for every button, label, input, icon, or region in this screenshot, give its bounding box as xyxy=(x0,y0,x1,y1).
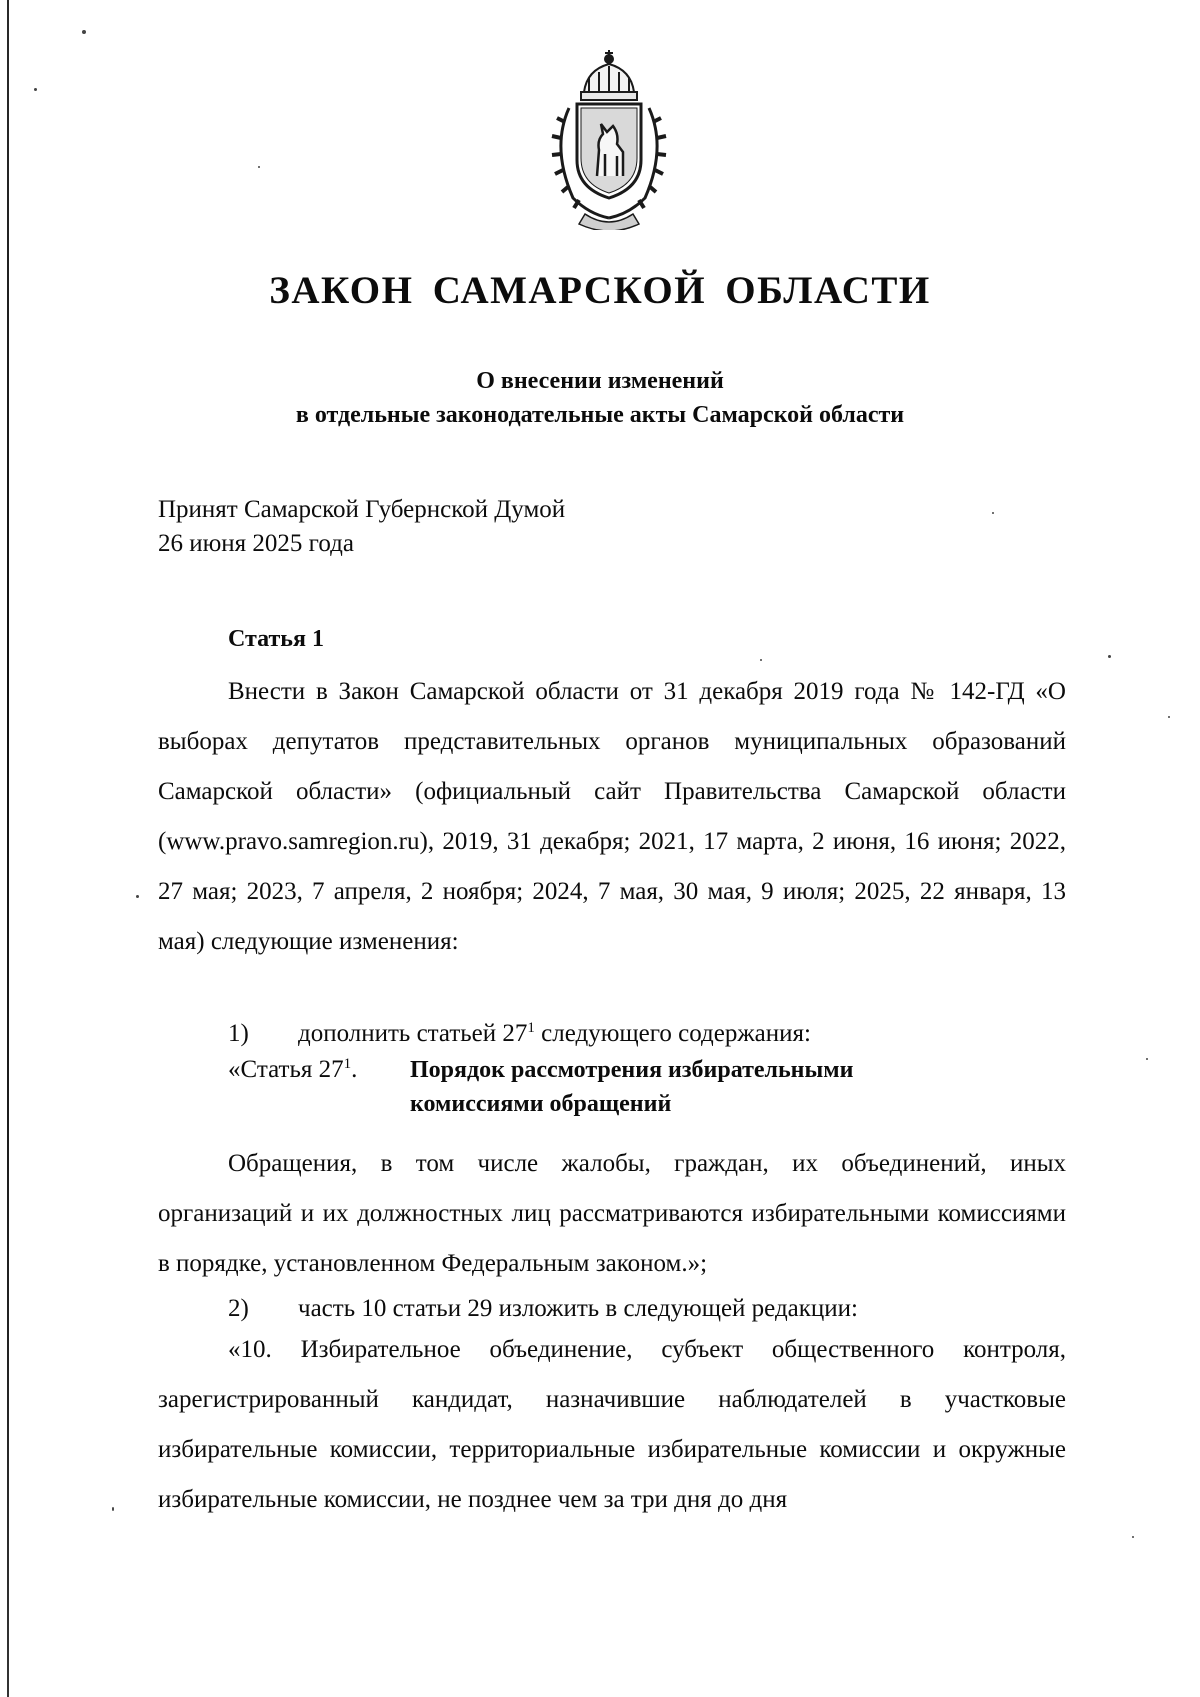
scan-speck xyxy=(992,512,994,514)
adoption-date: 26 июня 2025 года xyxy=(158,530,354,557)
scan-speck xyxy=(258,166,260,168)
subtitle-line-2: в отдельные законодательные акты Самарской области xyxy=(295,402,905,428)
scan-speck xyxy=(136,895,139,898)
scan-speck xyxy=(34,88,37,91)
document-subtitle xyxy=(0,364,1200,432)
paragraph-2: Обращения, в том числе жалобы, граждан, их объединений, иных организаций и их должностных лиц рассматриваются избирательными комиссиями в порядке, установленном Федеральным законом.»; xyxy=(158,1150,1066,1277)
list-item-2-text: часть 10 статьи 29 изложить в следующей редакции: xyxy=(298,1295,858,1322)
article-title-line-2: комиссиями обращений xyxy=(410,1091,672,1117)
adoption-info xyxy=(158,493,565,561)
article-27-1-title xyxy=(410,1053,970,1121)
article-label-text: «Статья 27 xyxy=(228,1056,344,1083)
list-item-1-text-end: следующего содержания: xyxy=(534,1020,811,1047)
article-title-line-1: Порядок рассмотрения избирательными xyxy=(410,1057,854,1083)
subtitle-line-1: О внесении изменений xyxy=(476,368,724,394)
list-item-1-number: 1) xyxy=(228,1020,249,1047)
scan-speck xyxy=(1108,655,1111,658)
document-title: ЗАКОН САМАРСКОЙ ОБЛАСТИ xyxy=(269,269,931,312)
adopted-by: Принят Самарской Губернской Думой xyxy=(158,496,566,523)
article-label-superscript: 1 xyxy=(343,1056,352,1072)
article-27-1-label xyxy=(228,1053,357,1087)
scan-speck xyxy=(760,659,762,661)
paragraph-1: Внести в Закон Самарской области от 31 декабря 2019 года № 142-ГД «О выборах депутатов представительных органов муниципальных образований Самарской области» (официальный сайт Правительства Самарской области (www.pravo.samregion.ru), 2019, 31 декабря; 2021, 17 марта, 2 июня, 16 июня; 2022, 27 мая; 2023, 7 апреля, 2 ноября; 2024, 7 мая, 30 мая, 9 июля; 2025, 22 января, 13 мая) следующие изменения: xyxy=(158,678,1066,955)
scan-speck xyxy=(1146,1058,1148,1060)
list-item-1-superscript: 1 xyxy=(527,1020,535,1036)
list-item-1-text: дополнить статьей 27 xyxy=(298,1020,528,1047)
scan-speck xyxy=(112,1507,114,1511)
list-item-2-number: 2) xyxy=(228,1295,249,1322)
samara-coat-of-arms-icon xyxy=(529,48,689,230)
scan-speck xyxy=(1132,1536,1134,1538)
list-item-1 xyxy=(228,1017,811,1051)
scan-edge-line xyxy=(7,0,9,1697)
paragraph-3: «10. Избирательное объединение, субъект общественного контроля, зарегистрированный кандидат, назначившие наблюдателей в участковые избирательные комиссии, территориальные избирательные комиссии и окружные избирательные комиссии, не позднее чем за три дня до дня xyxy=(158,1336,1066,1513)
scan-speck xyxy=(82,30,86,34)
list-item-2 xyxy=(228,1292,858,1326)
article-heading: Статья 1 xyxy=(228,626,324,652)
scan-speck xyxy=(1168,716,1170,718)
article-label-dot: . xyxy=(351,1056,358,1083)
